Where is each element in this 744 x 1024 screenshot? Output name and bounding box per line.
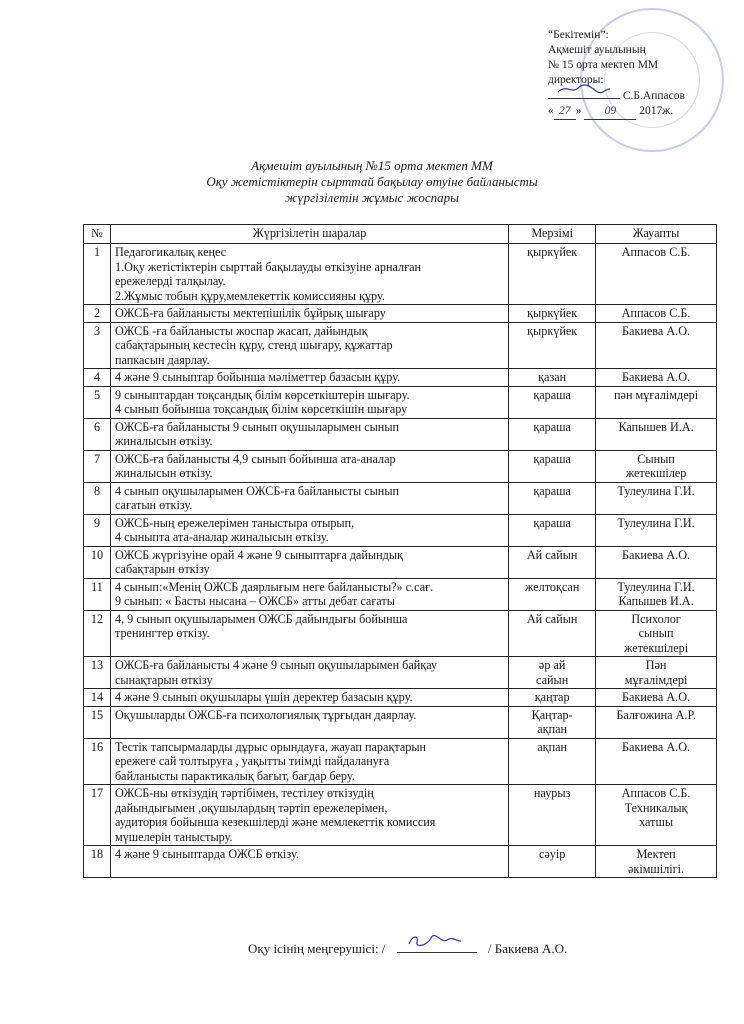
row-responsible-line: Тулеулина Г.И. [617, 579, 695, 594]
footer-label: Оқу ісінің меңгерушісі: / [248, 941, 386, 956]
table-row [84, 689, 717, 707]
row-activity-line: ережелерді талқылау. [114, 274, 226, 288]
approval-block [548, 28, 738, 120]
row-responsible [596, 482, 717, 514]
row-activity-line: 4 және 9 сыныптар бойынша мәліметтер базасын құру. [114, 370, 401, 384]
row-responsible-line: Техникалық [624, 800, 688, 815]
row-activity [110, 546, 508, 578]
row-deadline [509, 418, 596, 450]
row-deadline-line: Қаңтар- [531, 707, 573, 722]
row-responsible-line: Пән [645, 658, 667, 672]
row-number: 5 [84, 386, 111, 418]
row-responsible-line: Капышев И.А. [618, 594, 694, 608]
row-deadline [509, 386, 596, 418]
table-row [84, 657, 717, 689]
approval-month: 09 [584, 104, 636, 120]
row-activity-line: ОЖСБ-ның ережелерімен таныстыра отырып, [114, 515, 355, 530]
table-row [84, 578, 717, 610]
row-responsible-line: пән мұғалімдері [614, 387, 699, 402]
row-responsible [596, 689, 717, 707]
row-deadline [509, 706, 596, 738]
row-activity-line: байланысты парактикалық бағыт, бағдар беру. [114, 768, 355, 783]
row-activity [110, 578, 508, 610]
approval-year: 2017ж. [639, 105, 674, 117]
row-deadline-line: қыркүйек [527, 245, 578, 259]
table-row [84, 846, 717, 878]
row-responsible-line: жетекшілері [624, 640, 689, 655]
row-responsible-line: Бакиева А.О. [622, 690, 691, 704]
row-deadline-line: қараша [533, 451, 571, 466]
row-deadline [509, 578, 596, 610]
row-responsible [596, 738, 717, 785]
row-responsible-line: Тулеулина Г.И. [617, 515, 695, 530]
header-deadline: Мерзімі [509, 225, 596, 244]
row-activity-line: 9 сынып: « Басты нысана – ОЖСБ» атты дебат сағаты [114, 594, 395, 608]
row-activity [110, 610, 508, 657]
row-responsible [596, 244, 717, 305]
head-teacher-signature [397, 938, 477, 953]
row-number: 9 [84, 514, 111, 546]
row-deadline [509, 546, 596, 578]
row-deadline-line: желтоқсан [524, 579, 580, 594]
row-deadline [509, 738, 596, 785]
approval-day: 27 [554, 104, 576, 120]
row-deadline [509, 689, 596, 707]
row-deadline [509, 244, 596, 305]
row-number: 2 [84, 305, 111, 323]
row-responsible-line: Балғожина А.Р. [616, 707, 696, 722]
row-activity-line: Педагогикалық кеңес [114, 245, 227, 259]
row-activity [110, 514, 508, 546]
row-number: 6 [84, 418, 111, 450]
approval-signature-line [548, 88, 738, 104]
row-deadline [509, 369, 596, 387]
row-responsible-line: Бакиева А.О. [622, 547, 691, 562]
row-responsible [596, 369, 717, 387]
footer-signature [248, 938, 608, 957]
row-responsible [596, 657, 717, 689]
table-body [84, 244, 717, 878]
row-number: 10 [84, 546, 111, 578]
row-deadline-line: қыркүйек [527, 323, 578, 338]
table-row [84, 546, 717, 578]
row-activity-line: 4, 9 сынып оқушыларымен ОЖСБ дайындығы бойынша [114, 611, 408, 626]
row-responsible [596, 305, 717, 323]
row-deadline-line: сәуір [538, 847, 566, 861]
table-row [84, 418, 717, 450]
row-activity [110, 482, 508, 514]
row-deadline-line: қаңтар [534, 690, 570, 704]
row-activity-line: 4 сынып:«Менің ОЖСБ даярлығым неге байланысты?» с.сағ. [114, 579, 434, 594]
row-activity-line: ОЖСБ-ға байланысты 4 және 9 сынып оқушыларымен байқау [114, 658, 438, 672]
row-activity-line: ОЖСБ-ға байланысты мектепішілік бұйрық шығару [114, 306, 386, 320]
row-deadline-line: қараша [533, 515, 571, 530]
row-activity [110, 369, 508, 387]
row-deadline-line: Ай сайын [526, 611, 578, 626]
row-responsible-line: Аппасов С.Б. [621, 786, 691, 800]
row-deadline [509, 785, 596, 846]
director-name: С.Б.Аппасов [622, 90, 685, 102]
row-deadline [509, 514, 596, 546]
row-activity [110, 305, 508, 323]
row-deadline [509, 305, 596, 323]
row-number: 3 [84, 322, 111, 369]
row-deadline-line: қазан [538, 370, 567, 384]
row-responsible-line: Сынып [637, 451, 675, 466]
row-activity [110, 706, 508, 738]
row-number: 13 [84, 657, 111, 689]
row-number: 16 [84, 738, 111, 785]
row-activity-line: ОЖСБ -ға байланысты жоспар жасап, дайындық [114, 323, 368, 338]
row-responsible [596, 610, 717, 657]
approval-school: № 15 орта мектеп ММ [548, 59, 659, 71]
row-responsible-line: Капышев И.А. [618, 419, 694, 434]
heading-line-2: Оқу жетістіктерін сырттай бақылау өтуіне байланысты [206, 174, 538, 189]
row-number: 17 [84, 785, 111, 846]
row-responsible [596, 846, 717, 878]
row-responsible-line: Бакиева А.О. [622, 739, 691, 754]
row-activity-line: ОЖСБ-ға байланысты 4,9 сынып бойынша ата-аналар [114, 451, 396, 466]
row-responsible-line: Аппасов С.Б. [621, 245, 691, 259]
row-activity-line: мүшелерін таныстыру. [114, 829, 233, 844]
table-row [84, 450, 717, 482]
row-responsible-line: хатшы [639, 815, 674, 829]
row-activity-line: аудитория бойынша кезекшілерді және мемлекеттік комиссия [114, 815, 436, 829]
row-responsible [596, 386, 717, 418]
row-activity-line: 4 және 9 сыныптарда ОЖСБ өткізу. [114, 847, 299, 861]
row-deadline-line: ақпан [537, 739, 568, 754]
date-close-quote: » [575, 105, 582, 117]
row-activity [110, 846, 508, 878]
footer-name: / Бакиева А.О. [487, 941, 568, 956]
row-activity-line: 4 және 9 сынып оқушылары үшін деректер базасын құру. [114, 690, 413, 704]
row-responsible [596, 450, 717, 482]
row-activity-line: 2.Жұмыс тобын құру,мемлекеттік комиссияны құру. [114, 288, 385, 303]
row-number: 15 [84, 706, 111, 738]
row-activity [110, 450, 508, 482]
row-deadline-line: наурыз [533, 786, 571, 800]
row-deadline [509, 482, 596, 514]
approval-position: директоры: [548, 74, 604, 86]
row-activity [110, 738, 508, 785]
row-activity-line: Оқушыларды ОЖСБ-ға психологиялық тұрғыдан даярлау. [114, 707, 417, 722]
row-responsible [596, 706, 717, 738]
row-responsible-line: Тулеулина Г.И. [617, 483, 695, 498]
row-number: 12 [84, 610, 111, 657]
row-number: 4 [84, 369, 111, 387]
row-activity-line: папкасын даярлау. [114, 352, 210, 367]
row-deadline-line: сайын [536, 672, 569, 687]
row-responsible [596, 578, 717, 610]
table-row [84, 386, 717, 418]
row-deadline-line: әр ай [538, 658, 566, 672]
table-row [84, 369, 717, 387]
row-activity-line: ОЖСБ жүргізуіне орай 4 және 9 сыныптарға дайындық [114, 547, 403, 562]
row-activity-line: Тестік тапсырмаларды дұрыс орындауға, жауап парақтарын [114, 739, 427, 754]
row-deadline [509, 610, 596, 657]
table-header-row [84, 225, 717, 244]
work-plan-table [83, 224, 717, 878]
header-number: № [84, 225, 111, 244]
table-row [84, 738, 717, 785]
row-deadline [509, 657, 596, 689]
approval-village: Ақмешіт ауылының [548, 44, 646, 56]
row-activity-line: ережеге сай толтыруға , уақытты тиімді пайдалануға [114, 754, 390, 768]
table-row [84, 706, 717, 738]
row-activity-line: сағатын өткізу. [114, 498, 193, 512]
row-responsible-line: сынып [638, 626, 674, 640]
row-responsible [596, 514, 717, 546]
row-responsible [596, 322, 717, 369]
row-activity [110, 785, 508, 846]
table-row [84, 244, 717, 305]
row-number: 18 [84, 846, 111, 878]
document-heading [150, 158, 594, 206]
row-activity-line: ОЖСБ-ға байланысты 9 сынып оқушыларымен сынып [114, 419, 400, 434]
row-responsible [596, 546, 717, 578]
row-deadline [509, 450, 596, 482]
row-responsible-line: мұғалімдері [624, 672, 688, 687]
row-responsible-line: Бакиева А.О. [622, 370, 691, 384]
row-activity-line: 4 сыныпта ата-аналар жиналысын өткізу. [114, 530, 329, 544]
row-deadline-line: қараша [533, 419, 571, 434]
row-activity [110, 244, 508, 305]
row-activity [110, 689, 508, 707]
row-deadline-line: ақпан [537, 722, 568, 736]
row-activity [110, 386, 508, 418]
row-activity-line: сабақтарын өткізу [114, 562, 210, 576]
date-open-quote: « [548, 105, 554, 117]
row-responsible-line: Аппасов С.Б. [621, 306, 691, 320]
approval-date [548, 104, 738, 120]
approval-title: “Бекітемін”: [548, 29, 609, 41]
row-activity-line: сынақтарын өткізу [114, 672, 213, 687]
row-activity-line: 4 сынып бойынша тоқсандық білім көрсеткішін шығару [114, 402, 408, 416]
row-number: 7 [84, 450, 111, 482]
row-deadline-line: қараша [533, 483, 571, 498]
row-deadline-line: Ай сайын [526, 547, 578, 562]
header-activities: Жүргізілетін шаралар [110, 225, 508, 244]
row-number: 11 [84, 578, 111, 610]
row-deadline [509, 322, 596, 369]
row-responsible-line: Мектеп [636, 847, 676, 861]
table-row [84, 785, 717, 846]
row-deadline-line: қараша [533, 387, 571, 402]
director-signature [548, 88, 620, 99]
row-responsible [596, 418, 717, 450]
row-number: 8 [84, 482, 111, 514]
heading-line-1: Ақмешіт ауылының №15 орта мектеп ММ [251, 158, 493, 173]
table-row [84, 610, 717, 657]
table-row [84, 514, 717, 546]
table-row [84, 322, 717, 369]
row-number: 14 [84, 689, 111, 707]
header-responsible: Жауапты [596, 225, 717, 244]
heading-line-3: жүргізілетін жұмыс жоспары [285, 190, 459, 205]
row-activity-line: 9 сыныптардан тоқсандық білім көрсеткіштерін шығару. [114, 387, 410, 402]
row-activity-line: ОЖСБ-ны өткізудің тәртібімен, тестілеу өткізудің [114, 786, 374, 800]
row-activity-line: тренингтер өткізу. [114, 626, 210, 640]
table-row [84, 305, 717, 323]
row-activity-line: дайындығымен ,оқушылардың тәртіп ережелерімен, [114, 800, 388, 815]
row-responsible-line: Бакиева А.О. [622, 323, 691, 338]
row-activity [110, 418, 508, 450]
table-row [84, 482, 717, 514]
row-activity-line: жиналысын өткізу. [114, 466, 213, 480]
row-deadline-line: қыркүйек [527, 306, 578, 320]
row-responsible [596, 785, 717, 846]
row-activity-line: сабақтарының кестесін құру, стенд шығару, құжаттар [114, 338, 393, 352]
row-deadline [509, 846, 596, 878]
row-responsible-line: әкімшілігі. [628, 861, 685, 876]
row-responsible-line: жетекшілер [625, 466, 687, 480]
row-activity-line: 1.Оқу жетістіктерін сырттай бақылауды өткізуіне арналған [114, 259, 421, 274]
row-activity-line: 4 сынып оқушыларымен ОЖСБ-ға байланысты сынып [114, 483, 400, 498]
row-activity [110, 657, 508, 689]
row-responsible-line: Психолог [631, 611, 681, 626]
row-activity-line: жиналысын өткізу. [114, 434, 213, 448]
row-number: 1 [84, 244, 111, 305]
row-activity [110, 322, 508, 369]
